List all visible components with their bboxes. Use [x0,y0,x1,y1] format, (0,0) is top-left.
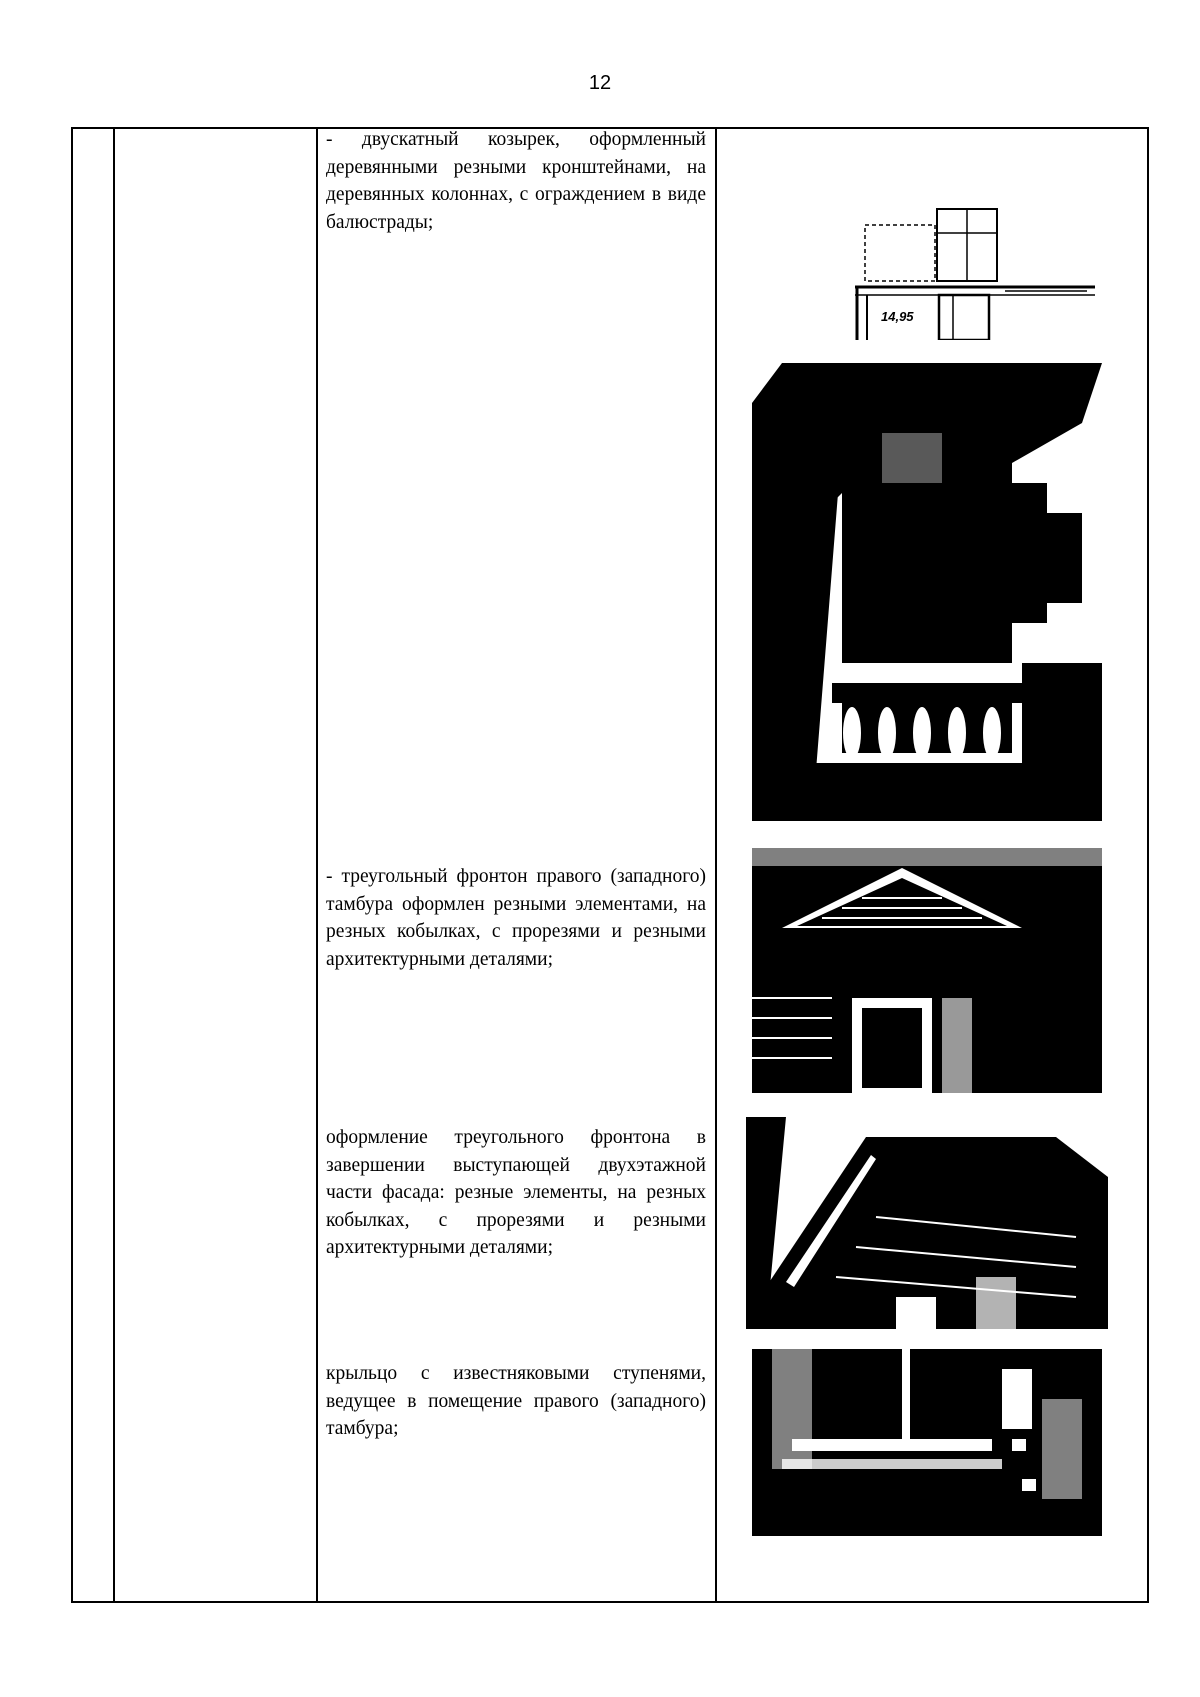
column-divider-2 [316,129,318,1601]
column-divider-3 [715,129,717,1601]
item-text-porch: крыльцо с известняковыми ступенями, ведущее в помещение правого (западного) тамбура; [326,1363,706,1439]
photo-canopy-balustrade [752,363,1102,821]
plan-area-label: 14,95 [881,309,914,324]
column-divider-1 [113,129,115,1601]
item-text-west-pediment: - треугольный фронтон правого (западного) тамбура оформлен резными элементами, на резных кобылках, с прорезями и резными архитектурными деталями; [326,866,706,970]
item-text-projection-pediment: оформление треугольного фронтона в завершении выступающей двухэтажной части фасада: резные элементы, на резных кобылках, с прорезями и резными архитектурными деталями; [326,1127,706,1258]
page-number: 12 [588,72,612,94]
item-text-canopy: - двускатный козырек, оформленный деревянными резными кронштейнами, на деревянных колоннах, с ограждением в виде балюстрады; [326,129,706,233]
floor-plan-fragment [855,195,1095,340]
photo-projection-pediment [746,1117,1108,1329]
photo-west-pediment [752,848,1102,1093]
photo-porch-steps [752,1349,1102,1536]
